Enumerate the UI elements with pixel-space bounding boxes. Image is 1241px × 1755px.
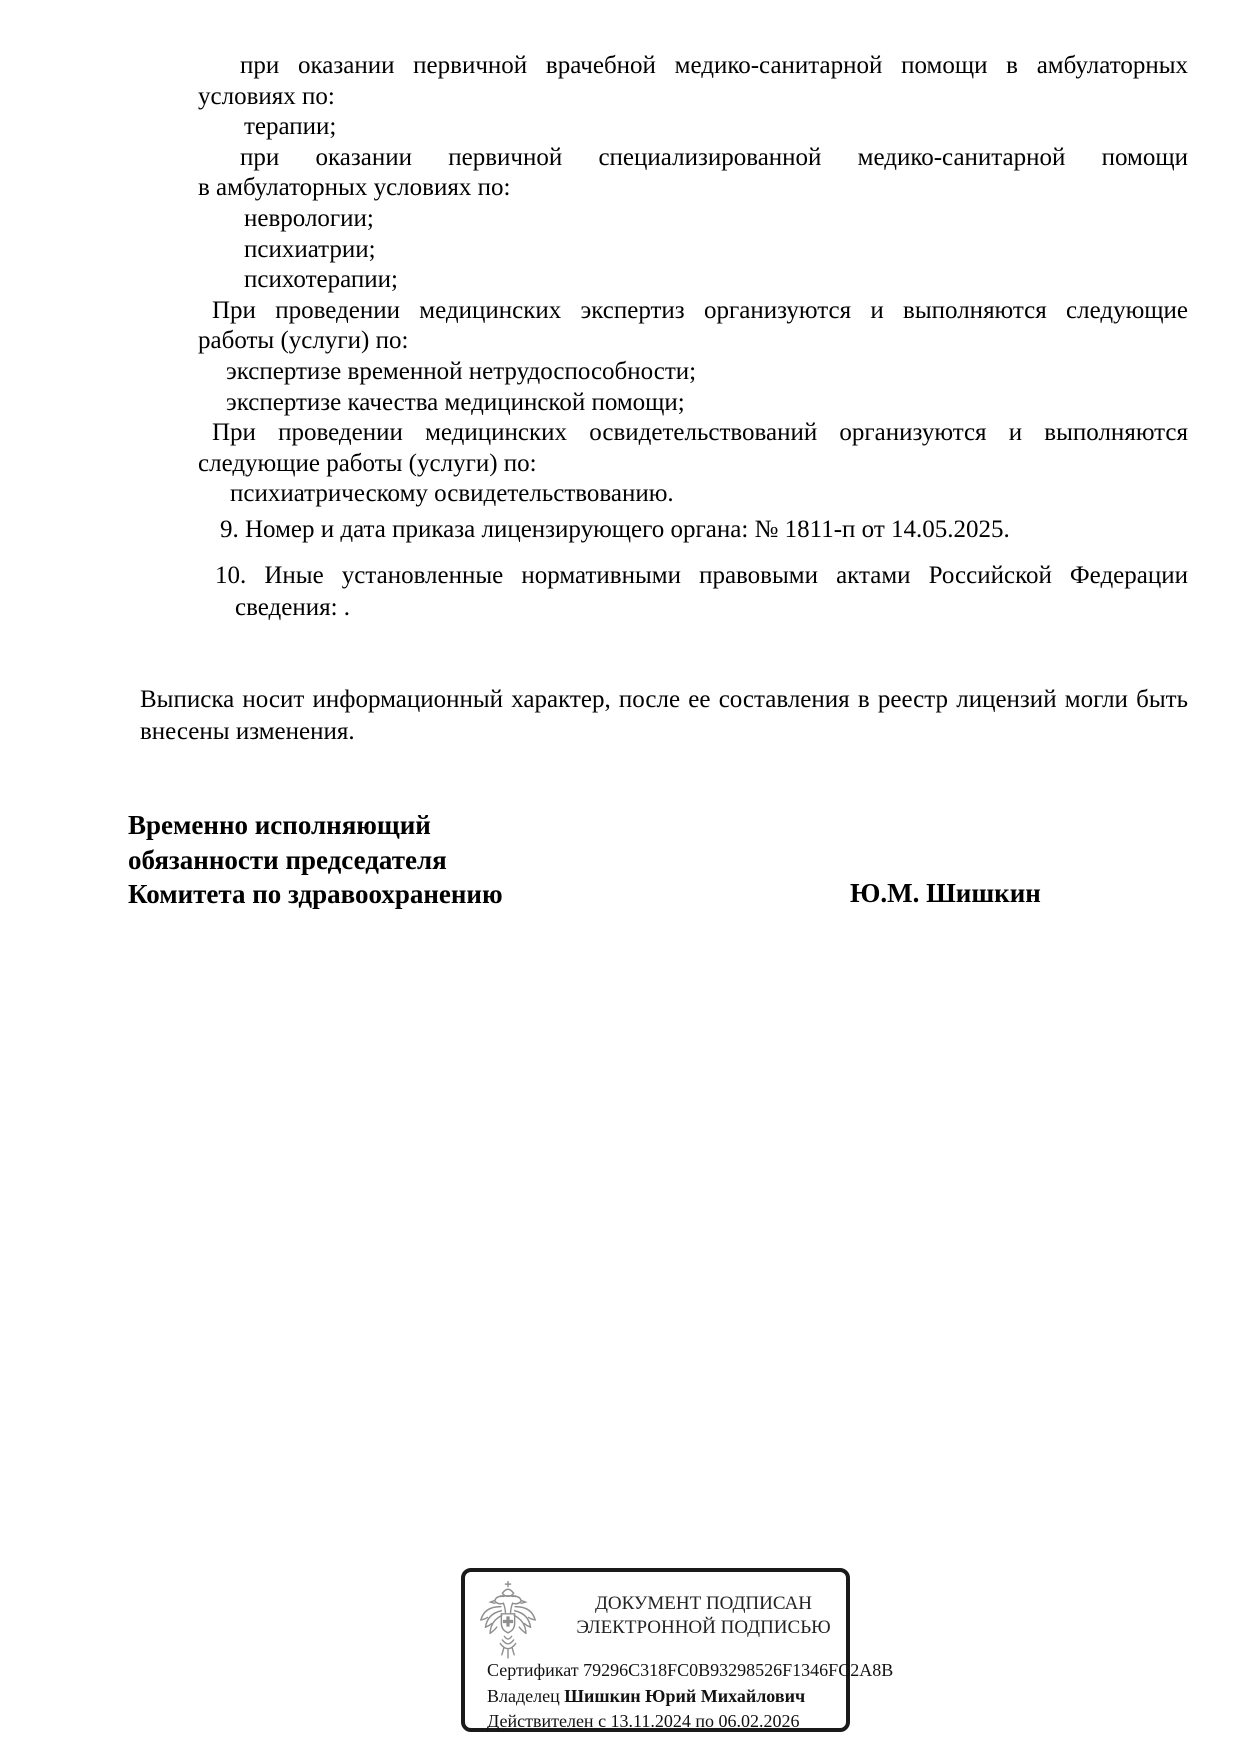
electronic-signature-stamp [461,1568,894,1732]
text-line: условиях по: [198,82,335,110]
text-line: При проведении медицинских экспертиз организуются и выполняются следующие [212,296,1188,324]
stamp-details [487,1658,894,1735]
text-line: Комитета по здравоохранению [128,879,503,909]
text-line: психотерапии; [244,266,398,294]
note-line-2: внесены изменения. [140,718,355,745]
informational-note [140,684,1188,748]
signatory-title [128,808,748,912]
other-info-line-2: сведения: . [235,594,351,621]
text-line: экспертизе качества медицинской помощи; [226,388,685,416]
text-line: экспертизе временной нетрудоспособности; [226,357,697,385]
license-activities-list [198,51,1188,510]
other-info-item [215,560,1188,624]
owner-name: Шишкин Юрий Михайлович [564,1685,806,1706]
text-line: психиатрическому освидетельствованию. [230,480,674,508]
double-headed-eagle-emblem-icon [477,1580,539,1662]
text-line: терапии; [244,113,337,141]
certificate-label: Сертификат [487,1660,579,1680]
signatory-name: Ю.М. Шишкин [850,878,1041,908]
text-line: работы (услуги) по: [198,327,409,355]
stamp-certificate-line [487,1658,894,1684]
stamp-owner-line [487,1684,838,1710]
text-line: обязанности председателя [128,844,447,875]
text-line: следующие работы (услуги) по: [198,449,537,477]
text-line: психиатрии; [244,235,376,263]
certificate-value: 79296C318FC0B93298526F1346FC2A8B [583,1660,894,1680]
stamp-validity-line: Действителен с 13.11.2024 по 06.02.2026 [487,1711,800,1731]
text-line: неврологии; [244,204,374,232]
text-line: при оказании первичной специализированной медико-санитарной помощи [240,143,1188,171]
text-line: При проведении медицинских освидетельствований организуются и выполняются [212,419,1188,447]
stamp-title-line-1: ДОКУМЕНТ ПОДПИСАН [594,1593,813,1614]
text-line: при оказании первичной врачебной медико-санитарной помощи в амбулаторных [240,52,1188,79]
text-line: Временно исполняющий [128,810,431,840]
owner-label: Владелец [487,1685,560,1706]
stamp-title-line-2: ЭЛЕКТРОННОЙ ПОДПИСЬЮ [576,1617,831,1638]
text-line: в амбулаторных условиях по: [198,174,511,202]
stamp-title [567,1592,840,1640]
other-info-line-1: 10. Иные установленные нормативными правовыми актами Российской Федерации [215,562,1188,589]
note-line-1: Выписка носит информационный характер, после ее составления в реестр лицензий могли быть [140,686,1188,713]
order-number-line: 9. Номер и дата приказа лицензирующего органа: № 1811-п от 14.05.2025. [220,516,1010,543]
